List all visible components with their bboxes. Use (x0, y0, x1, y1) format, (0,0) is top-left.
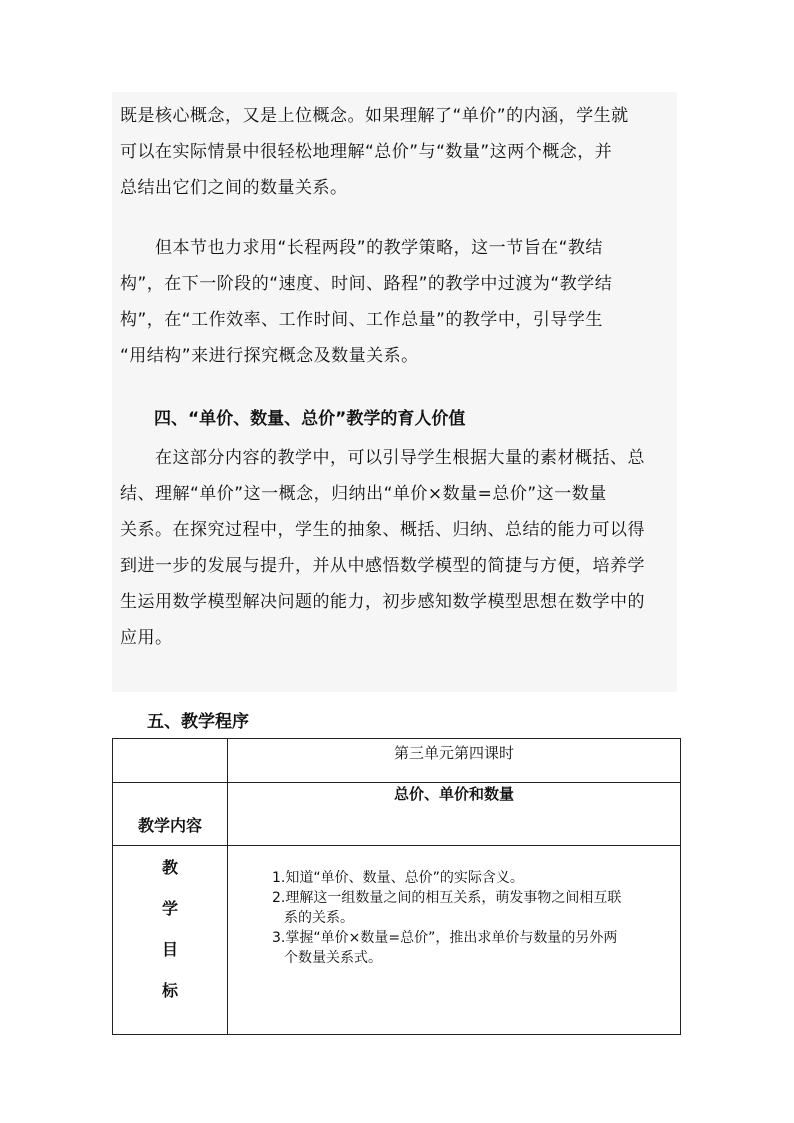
table-row (113, 783, 681, 846)
goal-item-2: 2.理解这一组数量之间的相互关系，萌发事物之间相互联 (272, 890, 622, 906)
goal-item-3-continued: 个数量关系式。 (284, 950, 382, 966)
goals-label-cell (113, 846, 228, 1035)
paragraph-line: 生运用数学模型解决问题的能力，初步感知数学模型思想在数学中的 (120, 592, 645, 612)
paragraph-line: 构”，在下一阶段的“速度、时间、路程”的教学中过渡为“教学结 (120, 274, 613, 294)
paragraph-line: 在这部分内容的教学中，可以引导学生根据大量的素材概括、总 (120, 448, 645, 468)
goals-label-char: 目 (161, 940, 178, 959)
lesson-title-cell: 总价、单价和数量 (228, 783, 681, 846)
goals-cell (228, 846, 681, 1035)
paragraph-line: 应用。 (120, 628, 173, 648)
goals-label-char: 标 (161, 981, 178, 1000)
paragraph-line: 但本节也力求用“长程两段”的教学策略，这一节旨在“教结 (120, 238, 603, 258)
unit-title-cell: 第三单元第四课时 (228, 739, 681, 783)
paragraph-line: 关系。在探究过程中，学生的抽象、概括、归纳、总结的能力可以得 (120, 520, 645, 540)
section-heading-4: 四、“单价、数量、总价”教学的育人价值 (154, 409, 466, 429)
paragraph-line: 总结出它们之间的数量关系。 (120, 178, 348, 198)
table-row (113, 739, 681, 783)
paragraph-2 (120, 230, 676, 374)
content-label: 教学内容 (137, 815, 202, 835)
paragraph-line: “用结构”来进行探究概念及数量关系。 (120, 346, 419, 366)
paragraph-3 (120, 440, 676, 656)
goal-item-2-continued: 系的关系。 (284, 910, 354, 926)
goal-item-1: 1.知道“单价、数量、总价”的实际含义。 (272, 870, 524, 886)
goal-item-3: 3.掌握“单价×数量=总价”，推出求单价与数量的另外两 (272, 930, 618, 946)
lesson-plan-table (112, 738, 681, 1035)
content-label-cell (113, 783, 228, 846)
paragraph-1 (120, 98, 676, 206)
paragraph-line: 构”，在“工作效率、工作时间、工作总量”的教学中，引导学生 (120, 310, 603, 330)
paragraph-line: 可以在实际情景中很轻松地理解“总价”与“数量”这两个概念，并 (120, 142, 613, 162)
section-heading-5: 五、教学程序 (147, 712, 249, 732)
table-cell-empty (113, 739, 228, 783)
goals-label-char: 教 (161, 858, 178, 877)
paragraph-line: 结、理解“单价”这一概念，归纳出“单价×数量=总价”这一数量 (120, 484, 607, 504)
paragraph-line: 既是核心概念，又是上位概念。如果理解了“单价”的内涵，学生就 (120, 106, 629, 126)
goals-label-char: 学 (161, 899, 178, 918)
paragraph-line: 到进一步的发展与提升，并从中感悟数学模型的简捷与方便，培养学 (120, 556, 645, 576)
table-row (113, 846, 681, 1035)
